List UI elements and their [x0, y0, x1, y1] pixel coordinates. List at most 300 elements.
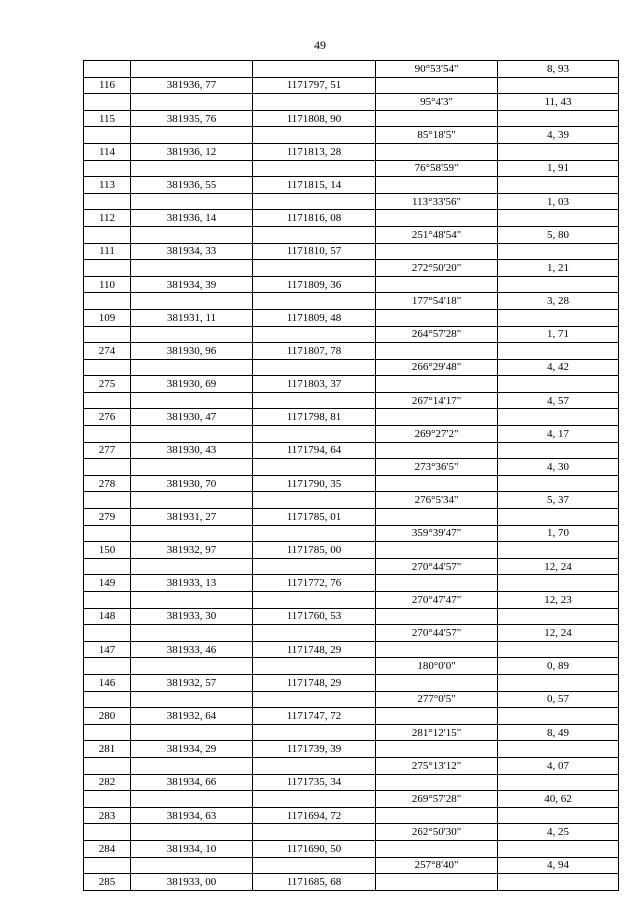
distance-cell	[498, 210, 619, 227]
x-coordinate-cell: 381936, 55	[131, 177, 253, 194]
table-row	[84, 226, 619, 243]
x-coordinate-cell: 381931, 11	[131, 309, 253, 326]
direction-angle-cell: 267°14'17"	[376, 392, 498, 409]
y-coordinate-cell	[253, 260, 376, 277]
distance-cell	[498, 542, 619, 559]
table-row	[84, 575, 619, 592]
point-number-cell	[84, 359, 131, 376]
distance-cell: 4, 17	[498, 426, 619, 443]
distance-cell: 0, 57	[498, 691, 619, 708]
y-coordinate-cell	[253, 459, 376, 476]
x-coordinate-cell	[131, 260, 253, 277]
direction-angle-cell	[376, 575, 498, 592]
table-row	[84, 791, 619, 808]
point-number-cell: 277	[84, 442, 131, 459]
y-coordinate-cell: 1171790, 35	[253, 475, 376, 492]
y-coordinate-cell: 1171810, 57	[253, 243, 376, 260]
direction-angle-cell	[376, 442, 498, 459]
distance-cell: 4, 94	[498, 857, 619, 874]
table-row	[84, 708, 619, 725]
x-coordinate-cell	[131, 459, 253, 476]
point-number-cell	[84, 558, 131, 575]
coordinates-table	[83, 60, 619, 891]
point-number-cell	[84, 459, 131, 476]
y-coordinate-cell: 1171785, 00	[253, 542, 376, 559]
y-coordinate-cell: 1171735, 34	[253, 774, 376, 791]
y-coordinate-cell	[253, 691, 376, 708]
point-number-cell: 115	[84, 110, 131, 127]
x-coordinate-cell: 381932, 97	[131, 542, 253, 559]
x-coordinate-cell	[131, 658, 253, 675]
x-coordinate-cell: 381933, 13	[131, 575, 253, 592]
x-coordinate-cell	[131, 61, 253, 78]
x-coordinate-cell: 381936, 14	[131, 210, 253, 227]
x-coordinate-cell	[131, 791, 253, 808]
point-number-cell	[84, 193, 131, 210]
x-coordinate-cell: 381933, 46	[131, 641, 253, 658]
y-coordinate-cell	[253, 160, 376, 177]
direction-angle-cell	[376, 177, 498, 194]
point-number-cell	[84, 392, 131, 409]
table-row	[84, 824, 619, 841]
direction-angle-cell: 275°13'12"	[376, 757, 498, 774]
distance-cell: 1, 70	[498, 525, 619, 542]
direction-angle-cell: 272°50'20"	[376, 260, 498, 277]
x-coordinate-cell: 381935, 76	[131, 110, 253, 127]
point-number-cell: 147	[84, 641, 131, 658]
x-coordinate-cell: 381934, 29	[131, 741, 253, 758]
distance-cell	[498, 874, 619, 891]
direction-angle-cell	[376, 276, 498, 293]
table-row	[84, 608, 619, 625]
direction-angle-cell	[376, 807, 498, 824]
x-coordinate-cell	[131, 492, 253, 509]
direction-angle-cell: 180°0'0"	[376, 658, 498, 675]
table-row	[84, 691, 619, 708]
point-number-cell: 114	[84, 143, 131, 160]
direction-angle-cell	[376, 376, 498, 393]
distance-cell	[498, 674, 619, 691]
distance-cell	[498, 641, 619, 658]
table-row	[84, 376, 619, 393]
table-row	[84, 525, 619, 542]
x-coordinate-cell	[131, 558, 253, 575]
table-row	[84, 475, 619, 492]
direction-angle-cell: 273°36'5"	[376, 459, 498, 476]
y-coordinate-cell	[253, 625, 376, 642]
y-coordinate-cell	[253, 359, 376, 376]
x-coordinate-cell	[131, 824, 253, 841]
distance-cell: 5, 37	[498, 492, 619, 509]
y-coordinate-cell	[253, 127, 376, 144]
y-coordinate-cell: 1171813, 28	[253, 143, 376, 160]
point-number-cell: 146	[84, 674, 131, 691]
x-coordinate-cell: 381931, 27	[131, 509, 253, 526]
distance-cell: 1, 91	[498, 160, 619, 177]
distance-cell	[498, 376, 619, 393]
point-number-cell	[84, 326, 131, 343]
distance-cell: 1, 71	[498, 326, 619, 343]
x-coordinate-cell: 381936, 12	[131, 143, 253, 160]
distance-cell	[498, 309, 619, 326]
x-coordinate-cell	[131, 724, 253, 741]
distance-cell: 8, 93	[498, 61, 619, 78]
y-coordinate-cell: 1171785, 01	[253, 509, 376, 526]
point-number-cell: 109	[84, 309, 131, 326]
x-coordinate-cell	[131, 127, 253, 144]
direction-angle-cell	[376, 210, 498, 227]
x-coordinate-cell: 381934, 10	[131, 840, 253, 857]
direction-angle-cell	[376, 77, 498, 94]
table-row	[84, 127, 619, 144]
direction-angle-cell: 266°29'48"	[376, 359, 498, 376]
table-row	[84, 724, 619, 741]
point-number-cell: 275	[84, 376, 131, 393]
y-coordinate-cell: 1171772, 76	[253, 575, 376, 592]
direction-angle-cell	[376, 674, 498, 691]
y-coordinate-cell	[253, 658, 376, 675]
table-row	[84, 840, 619, 857]
direction-angle-cell	[376, 608, 498, 625]
x-coordinate-cell: 381932, 57	[131, 674, 253, 691]
y-coordinate-cell: 1171694, 72	[253, 807, 376, 824]
distance-cell: 11, 43	[498, 94, 619, 111]
distance-cell	[498, 442, 619, 459]
x-coordinate-cell	[131, 426, 253, 443]
y-coordinate-cell: 1171815, 14	[253, 177, 376, 194]
direction-angle-cell	[376, 840, 498, 857]
distance-cell: 8, 49	[498, 724, 619, 741]
table-row	[84, 492, 619, 509]
point-number-cell: 284	[84, 840, 131, 857]
point-number-cell: 116	[84, 77, 131, 94]
table-row	[84, 857, 619, 874]
y-coordinate-cell: 1171809, 36	[253, 276, 376, 293]
direction-angle-cell	[376, 741, 498, 758]
table-row	[84, 658, 619, 675]
distance-cell: 4, 42	[498, 359, 619, 376]
distance-cell: 5, 80	[498, 226, 619, 243]
point-number-cell	[84, 61, 131, 78]
point-number-cell: 280	[84, 708, 131, 725]
direction-angle-cell: 264°57'28"	[376, 326, 498, 343]
distance-cell	[498, 774, 619, 791]
direction-angle-cell: 262°50'30"	[376, 824, 498, 841]
y-coordinate-cell: 1171808, 90	[253, 110, 376, 127]
table-row	[84, 210, 619, 227]
distance-cell: 40, 62	[498, 791, 619, 808]
x-coordinate-cell	[131, 625, 253, 642]
y-coordinate-cell	[253, 525, 376, 542]
point-number-cell	[84, 426, 131, 443]
x-coordinate-cell	[131, 592, 253, 609]
point-number-cell	[84, 757, 131, 774]
point-number-cell: 110	[84, 276, 131, 293]
x-coordinate-cell: 381934, 66	[131, 774, 253, 791]
direction-angle-cell	[376, 774, 498, 791]
x-coordinate-cell	[131, 293, 253, 310]
x-coordinate-cell: 381930, 47	[131, 409, 253, 426]
x-coordinate-cell	[131, 525, 253, 542]
y-coordinate-cell	[253, 326, 376, 343]
x-coordinate-cell	[131, 857, 253, 874]
x-coordinate-cell	[131, 757, 253, 774]
table-row	[84, 741, 619, 758]
direction-angle-cell	[376, 143, 498, 160]
y-coordinate-cell: 1171803, 37	[253, 376, 376, 393]
distance-cell	[498, 409, 619, 426]
x-coordinate-cell	[131, 160, 253, 177]
distance-cell	[498, 741, 619, 758]
page-number: 49	[314, 38, 326, 52]
point-number-cell	[84, 791, 131, 808]
distance-cell	[498, 575, 619, 592]
distance-cell: 12, 24	[498, 558, 619, 575]
x-coordinate-cell: 381930, 69	[131, 376, 253, 393]
direction-angle-cell	[376, 343, 498, 360]
distance-cell: 12, 23	[498, 592, 619, 609]
point-number-cell	[84, 293, 131, 310]
table-row	[84, 276, 619, 293]
point-number-cell	[84, 160, 131, 177]
distance-cell	[498, 708, 619, 725]
point-number-cell	[84, 857, 131, 874]
table-row	[84, 193, 619, 210]
table-row	[84, 110, 619, 127]
direction-angle-cell	[376, 409, 498, 426]
distance-cell: 4, 57	[498, 392, 619, 409]
distance-cell: 4, 25	[498, 824, 619, 841]
direction-angle-cell	[376, 641, 498, 658]
table-row	[84, 442, 619, 459]
y-coordinate-cell: 1171739, 39	[253, 741, 376, 758]
y-coordinate-cell: 1171794, 64	[253, 442, 376, 459]
distance-cell: 12, 24	[498, 625, 619, 642]
distance-cell	[498, 343, 619, 360]
point-number-cell	[84, 824, 131, 841]
point-number-cell	[84, 625, 131, 642]
y-coordinate-cell: 1171747, 72	[253, 708, 376, 725]
direction-angle-cell: 277°0'5"	[376, 691, 498, 708]
table-row	[84, 807, 619, 824]
distance-cell: 1, 03	[498, 193, 619, 210]
distance-cell: 3, 28	[498, 293, 619, 310]
table-row	[84, 260, 619, 277]
table-row	[84, 293, 619, 310]
y-coordinate-cell	[253, 61, 376, 78]
y-coordinate-cell	[253, 293, 376, 310]
coordinates-table-body	[84, 61, 619, 891]
table-row	[84, 143, 619, 160]
direction-angle-cell: 85°18'5"	[376, 127, 498, 144]
point-number-cell: 148	[84, 608, 131, 625]
direction-angle-cell: 269°27'2"	[376, 426, 498, 443]
y-coordinate-cell	[253, 724, 376, 741]
y-coordinate-cell	[253, 94, 376, 111]
point-number-cell	[84, 260, 131, 277]
distance-cell	[498, 475, 619, 492]
point-number-cell: 111	[84, 243, 131, 260]
table-row	[84, 625, 619, 642]
x-coordinate-cell: 381933, 30	[131, 608, 253, 625]
table-row	[84, 343, 619, 360]
distance-cell	[498, 840, 619, 857]
x-coordinate-cell	[131, 226, 253, 243]
direction-angle-cell: 177°54'18"	[376, 293, 498, 310]
table-row	[84, 326, 619, 343]
y-coordinate-cell: 1171748, 29	[253, 641, 376, 658]
point-number-cell: 279	[84, 509, 131, 526]
direction-angle-cell	[376, 243, 498, 260]
x-coordinate-cell: 381934, 63	[131, 807, 253, 824]
x-coordinate-cell: 381933, 00	[131, 874, 253, 891]
point-number-cell: 282	[84, 774, 131, 791]
y-coordinate-cell	[253, 492, 376, 509]
table-row	[84, 592, 619, 609]
x-coordinate-cell	[131, 94, 253, 111]
distance-cell	[498, 177, 619, 194]
direction-angle-cell: 95°4'3"	[376, 94, 498, 111]
distance-cell: 4, 39	[498, 127, 619, 144]
direction-angle-cell	[376, 110, 498, 127]
table-row	[84, 177, 619, 194]
distance-cell	[498, 77, 619, 94]
x-coordinate-cell: 381932, 64	[131, 708, 253, 725]
direction-angle-cell: 76°58'59"	[376, 160, 498, 177]
direction-angle-cell	[376, 309, 498, 326]
x-coordinate-cell	[131, 359, 253, 376]
table-row	[84, 774, 619, 791]
table-row	[84, 392, 619, 409]
point-number-cell	[84, 492, 131, 509]
point-number-cell	[84, 226, 131, 243]
point-number-cell: 149	[84, 575, 131, 592]
direction-angle-cell: 270°44'57"	[376, 558, 498, 575]
distance-cell: 1, 21	[498, 260, 619, 277]
distance-cell: 4, 07	[498, 757, 619, 774]
distance-cell	[498, 608, 619, 625]
table-row	[84, 558, 619, 575]
y-coordinate-cell	[253, 226, 376, 243]
distance-cell: 0, 89	[498, 658, 619, 675]
point-number-cell: 112	[84, 210, 131, 227]
table-row	[84, 243, 619, 260]
x-coordinate-cell: 381936, 77	[131, 77, 253, 94]
direction-angle-cell	[376, 509, 498, 526]
table-row	[84, 874, 619, 891]
x-coordinate-cell: 381930, 43	[131, 442, 253, 459]
y-coordinate-cell	[253, 392, 376, 409]
point-number-cell	[84, 658, 131, 675]
point-number-cell	[84, 724, 131, 741]
direction-angle-cell: 269°57'28"	[376, 791, 498, 808]
direction-angle-cell: 281°12'15"	[376, 724, 498, 741]
direction-angle-cell: 90°53'54"	[376, 61, 498, 78]
point-number-cell: 276	[84, 409, 131, 426]
y-coordinate-cell	[253, 592, 376, 609]
direction-angle-cell: 276°5'34"	[376, 492, 498, 509]
direction-angle-cell: 270°44'57"	[376, 625, 498, 642]
y-coordinate-cell	[253, 426, 376, 443]
y-coordinate-cell: 1171760, 53	[253, 608, 376, 625]
direction-angle-cell	[376, 542, 498, 559]
y-coordinate-cell	[253, 824, 376, 841]
table-row	[84, 160, 619, 177]
x-coordinate-cell: 381934, 39	[131, 276, 253, 293]
point-number-cell: 278	[84, 475, 131, 492]
point-number-cell: 113	[84, 177, 131, 194]
direction-angle-cell: 113°33'56"	[376, 193, 498, 210]
y-coordinate-cell	[253, 857, 376, 874]
table-row	[84, 426, 619, 443]
table-row	[84, 309, 619, 326]
point-number-cell: 150	[84, 542, 131, 559]
y-coordinate-cell: 1171748, 29	[253, 674, 376, 691]
y-coordinate-cell	[253, 193, 376, 210]
y-coordinate-cell: 1171690, 50	[253, 840, 376, 857]
table-row	[84, 61, 619, 78]
y-coordinate-cell	[253, 791, 376, 808]
point-number-cell	[84, 592, 131, 609]
x-coordinate-cell	[131, 326, 253, 343]
y-coordinate-cell: 1171809, 48	[253, 309, 376, 326]
table-row	[84, 674, 619, 691]
x-coordinate-cell: 381930, 70	[131, 475, 253, 492]
distance-cell	[498, 143, 619, 160]
distance-cell: 4, 30	[498, 459, 619, 476]
point-number-cell: 281	[84, 741, 131, 758]
table-row	[84, 409, 619, 426]
y-coordinate-cell	[253, 558, 376, 575]
direction-angle-cell: 257°8'40"	[376, 857, 498, 874]
direction-angle-cell	[376, 708, 498, 725]
y-coordinate-cell: 1171797, 51	[253, 77, 376, 94]
point-number-cell: 274	[84, 343, 131, 360]
point-number-cell: 285	[84, 874, 131, 891]
y-coordinate-cell: 1171798, 81	[253, 409, 376, 426]
point-number-cell	[84, 127, 131, 144]
distance-cell	[498, 807, 619, 824]
y-coordinate-cell	[253, 757, 376, 774]
x-coordinate-cell: 381930, 96	[131, 343, 253, 360]
point-number-cell	[84, 525, 131, 542]
table-row	[84, 359, 619, 376]
x-coordinate-cell	[131, 392, 253, 409]
table-row	[84, 94, 619, 111]
distance-cell	[498, 110, 619, 127]
y-coordinate-cell: 1171807, 78	[253, 343, 376, 360]
point-number-cell	[84, 94, 131, 111]
direction-angle-cell: 251°48'54"	[376, 226, 498, 243]
distance-cell	[498, 243, 619, 260]
table-row	[84, 459, 619, 476]
x-coordinate-cell	[131, 193, 253, 210]
point-number-cell: 283	[84, 807, 131, 824]
table-row	[84, 509, 619, 526]
table-row	[84, 542, 619, 559]
x-coordinate-cell	[131, 691, 253, 708]
direction-angle-cell	[376, 874, 498, 891]
y-coordinate-cell: 1171816, 08	[253, 210, 376, 227]
direction-angle-cell	[376, 475, 498, 492]
table-row	[84, 77, 619, 94]
y-coordinate-cell: 1171685, 68	[253, 874, 376, 891]
distance-cell	[498, 509, 619, 526]
distance-cell	[498, 276, 619, 293]
table-row	[84, 641, 619, 658]
direction-angle-cell: 270°47'47"	[376, 592, 498, 609]
point-number-cell	[84, 691, 131, 708]
